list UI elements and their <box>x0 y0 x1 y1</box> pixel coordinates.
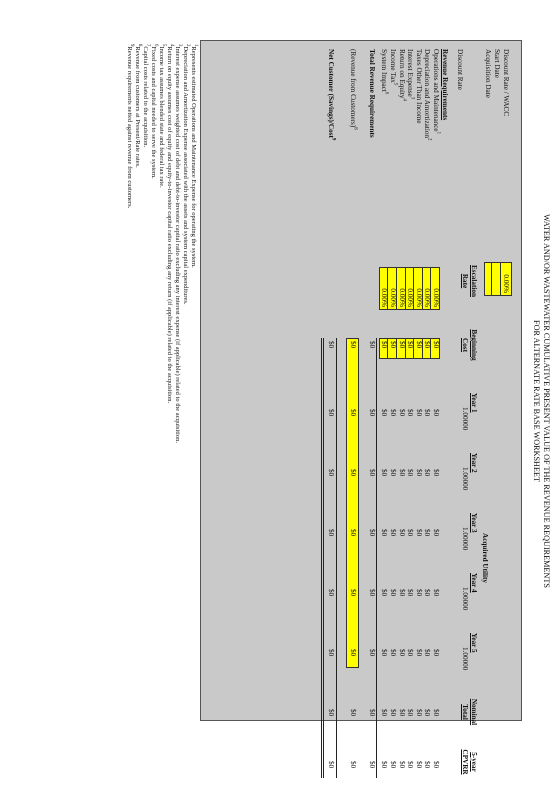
footnote-3: $^3$Interest expense assumes weighted cost of debt and debt-to-investor capital ratio excluding any interest expense (if applicable) related to the acquisition. <box>174 44 183 443</box>
net-year-cell: $0 <box>326 409 335 417</box>
discount-factor-1: 1.00000 <box>461 407 469 431</box>
total-year-cell: $0 <box>367 469 376 477</box>
header-beginning: Beginning <box>470 329 478 361</box>
row-label: System Impact$^6$ <box>380 49 389 95</box>
net-cpvrr-cell: $0 <box>326 761 335 769</box>
worksheet-title-line1: WATER AND/OR WASTEWATER CUMULATIVE PRESENT VALUE OF THE REVENUE REQUIREMENTS <box>542 214 551 588</box>
header-year1: Year 1 <box>470 393 478 413</box>
net-year-cell: $0 <box>326 649 335 657</box>
nominal-total-cell: $0 <box>423 709 432 717</box>
footnote-4: $^4$Return on equity assumes cost of equity and equity-to-investor capital ratio excluding any return (if applicable) related to the acquisition. <box>166 44 175 404</box>
year-cell: $0 <box>389 649 397 657</box>
year-cell: $0 <box>406 469 415 477</box>
discount-rate-wacc-label: Discount Rate / WACC <box>502 49 510 117</box>
year-cell: $0 <box>397 409 406 417</box>
year-cell: $0 <box>397 469 406 477</box>
cpvrr-cell: $0 <box>432 761 440 769</box>
net-year-cell: $0 <box>326 589 335 597</box>
header-cost: Cost <box>461 338 469 352</box>
footnote-6: $^6$Fixed costs and capital needed to serve the system. <box>150 44 159 179</box>
worksheet-panel <box>200 40 522 775</box>
revenue-requirements-label: Revenue Requirements <box>441 49 449 121</box>
beginning-cost-cell: $0 <box>380 341 389 349</box>
escalation-rate-cell: 0.00% <box>397 288 406 307</box>
start-date-label: Start Date <box>493 49 501 78</box>
revenue-input-row[interactable] <box>346 338 359 668</box>
revenue-year-cell: $0 <box>348 409 357 417</box>
header-year3: Year 3 <box>470 513 478 533</box>
year-cell: $0 <box>432 649 440 657</box>
escalation-rate-cell: 0.00% <box>432 288 440 307</box>
year-cell: $0 <box>380 589 389 597</box>
beginning-cost-cell: $0 <box>397 341 406 349</box>
cpvrr-cell: $0 <box>389 761 397 769</box>
year-cell: $0 <box>389 409 397 417</box>
year-cell: $0 <box>423 649 432 657</box>
nominal-total-cell: $0 <box>397 709 406 717</box>
header-year5: Year 5 <box>470 633 478 653</box>
year-cell: $0 <box>406 589 415 597</box>
worksheet-title-line2: FOR ALTERNATE RATE BASE WORKSHEET <box>532 320 541 482</box>
input-cell-divider <box>492 262 493 296</box>
year-cell: $0 <box>406 409 415 417</box>
section-title-acquired-utility: Acquired Utility <box>481 533 489 583</box>
year-cell: $0 <box>406 649 415 657</box>
nominal-total-cell: $0 <box>414 709 423 717</box>
year-cell: $0 <box>389 529 397 537</box>
discount-rate-value: 0.00% <box>502 274 510 293</box>
beginning-cost-cell: $0 <box>414 341 423 349</box>
row-label: Return on Equity$^4$ <box>397 49 406 101</box>
net-double-rule <box>321 338 324 778</box>
row-label: Depreciation and Amortization$^2$ <box>423 49 432 141</box>
total-revenue-requirements-label: Total Revenue Requirements <box>367 49 376 138</box>
total-year-cell: $0 <box>367 409 376 417</box>
year-cell: $0 <box>423 409 432 417</box>
total-beginning-cell: $0 <box>367 341 376 349</box>
year-cell: $0 <box>432 529 440 537</box>
escalation-rate-cell: 0.00% <box>406 288 415 307</box>
year-cell: $0 <box>389 469 397 477</box>
total-cpvrr-cell: $0 <box>367 761 376 769</box>
header-rate: Rate <box>461 273 469 289</box>
net-year-cell: $0 <box>326 469 335 477</box>
beginning-cost-cell: $0 <box>389 341 397 349</box>
row-label: Interest Expense$^3$ <box>406 49 415 100</box>
net-year-cell: $0 <box>326 529 335 537</box>
discount-factor-2: 1.00000 <box>461 467 469 491</box>
revenue-nominal-cell: $0 <box>348 709 357 717</box>
year-cell: $0 <box>414 589 423 597</box>
footnote-5: $^5$Income tax assumes blended state and federal tax rate. <box>158 44 167 188</box>
footnote-1: $^1$Represents estimated Operations and Maintenance Expense for operating the system. <box>190 44 199 268</box>
total-year-cell: $0 <box>367 649 376 657</box>
row-label: Taxes Other Than Income <box>414 49 423 124</box>
revenue-year-cell: $0 <box>348 589 357 597</box>
year-cell: $0 <box>414 649 423 657</box>
input-cell-divider <box>501 262 502 296</box>
discount-factor-5: 1.00000 <box>461 647 469 671</box>
revenue-from-customers-label: (Revenue from Customers)$^8$ <box>348 49 358 130</box>
discount-rate-row-label: Discount Rate <box>456 49 464 90</box>
net-beginning-cell: $0 <box>326 341 335 349</box>
header-escalation: Escalation <box>470 265 478 297</box>
header-nominal: Nominal <box>470 698 478 726</box>
header-5-year: 5-year <box>470 752 478 772</box>
year-cell: $0 <box>414 469 423 477</box>
year-cell: $0 <box>380 649 389 657</box>
cpvrr-cell: $0 <box>397 761 406 769</box>
cpvrr-cell: $0 <box>380 761 389 769</box>
escalation-rate-cell: 0.00% <box>389 288 397 307</box>
discount-factor-4: 1.00000 <box>461 587 469 611</box>
footnote-7: $^7$Capital costs related to the acquisition. <box>142 44 151 148</box>
escalation-rate-cell: 0.00% <box>423 288 432 307</box>
footnote-9: $^9$Revenue requirements netted against revenue from customers. <box>126 44 135 209</box>
nominal-total-cell: $0 <box>380 709 389 717</box>
year-cell: $0 <box>397 649 406 657</box>
nominal-total-cell: $0 <box>406 709 415 717</box>
year-cell: $0 <box>397 589 406 597</box>
footnote-2: $^2$Depreciation and Amortization Expense associated with the assets and system capital expenditures. <box>182 44 191 305</box>
year-cell: $0 <box>414 529 423 537</box>
year-cell: $0 <box>423 469 432 477</box>
revenue-year-cell: $0 <box>348 529 357 537</box>
nominal-total-cell: $0 <box>389 709 397 717</box>
year-cell: $0 <box>389 589 397 597</box>
year-cell: $0 <box>406 529 415 537</box>
header-total: Total <box>461 704 469 720</box>
revenue-beginning-cell: $0 <box>348 341 357 349</box>
beginning-cost-cell: $0 <box>423 341 432 349</box>
net-nominal-cell: $0 <box>326 709 335 717</box>
beginning-cost-cell: $0 <box>432 341 440 349</box>
total-rule <box>376 338 377 778</box>
year-cell: $0 <box>432 589 440 597</box>
net-rule-top <box>336 338 337 778</box>
nominal-total-cell: $0 <box>432 709 440 717</box>
cpvrr-cell: $0 <box>406 761 415 769</box>
revenue-year-cell: $0 <box>348 469 357 477</box>
net-customer-cost-label: Net Customer (Savings)/Cost$^9$ <box>326 49 336 141</box>
year-cell: $0 <box>432 409 440 417</box>
year-cell: $0 <box>380 409 389 417</box>
year-cell: $0 <box>423 529 432 537</box>
year-cell: $0 <box>432 469 440 477</box>
cpvrr-cell: $0 <box>414 761 423 769</box>
year-cell: $0 <box>380 469 389 477</box>
header-year2: Year 2 <box>470 453 478 473</box>
header-year4: Year 4 <box>470 573 478 593</box>
revenue-cpvrr-cell: $0 <box>348 761 357 769</box>
footnote-8: $^8$Revenue from customers at Present/Rate rates. <box>134 44 143 168</box>
total-year-cell: $0 <box>367 589 376 597</box>
year-cell: $0 <box>380 529 389 537</box>
cpvrr-cell: $0 <box>423 761 432 769</box>
total-nominal-cell: $0 <box>367 709 376 717</box>
escalation-rate-cell: 0.00% <box>380 288 389 307</box>
year-cell: $0 <box>414 409 423 417</box>
beginning-cost-cell: $0 <box>406 341 415 349</box>
header-cpvrr: CPVRR <box>461 749 469 775</box>
escalation-rate-cell: 0.00% <box>414 288 423 307</box>
year-cell: $0 <box>423 589 432 597</box>
row-label: Income Tax$^5$ <box>389 49 398 86</box>
row-label: Operations and Maintenance$^1$ <box>432 49 441 135</box>
total-year-cell: $0 <box>367 529 376 537</box>
revenue-year-cell: $0 <box>348 649 357 657</box>
year-cell: $0 <box>397 529 406 537</box>
discount-factor-3: 1.00000 <box>461 527 469 551</box>
acquisition-date-label: Acquisition Date <box>484 49 492 98</box>
